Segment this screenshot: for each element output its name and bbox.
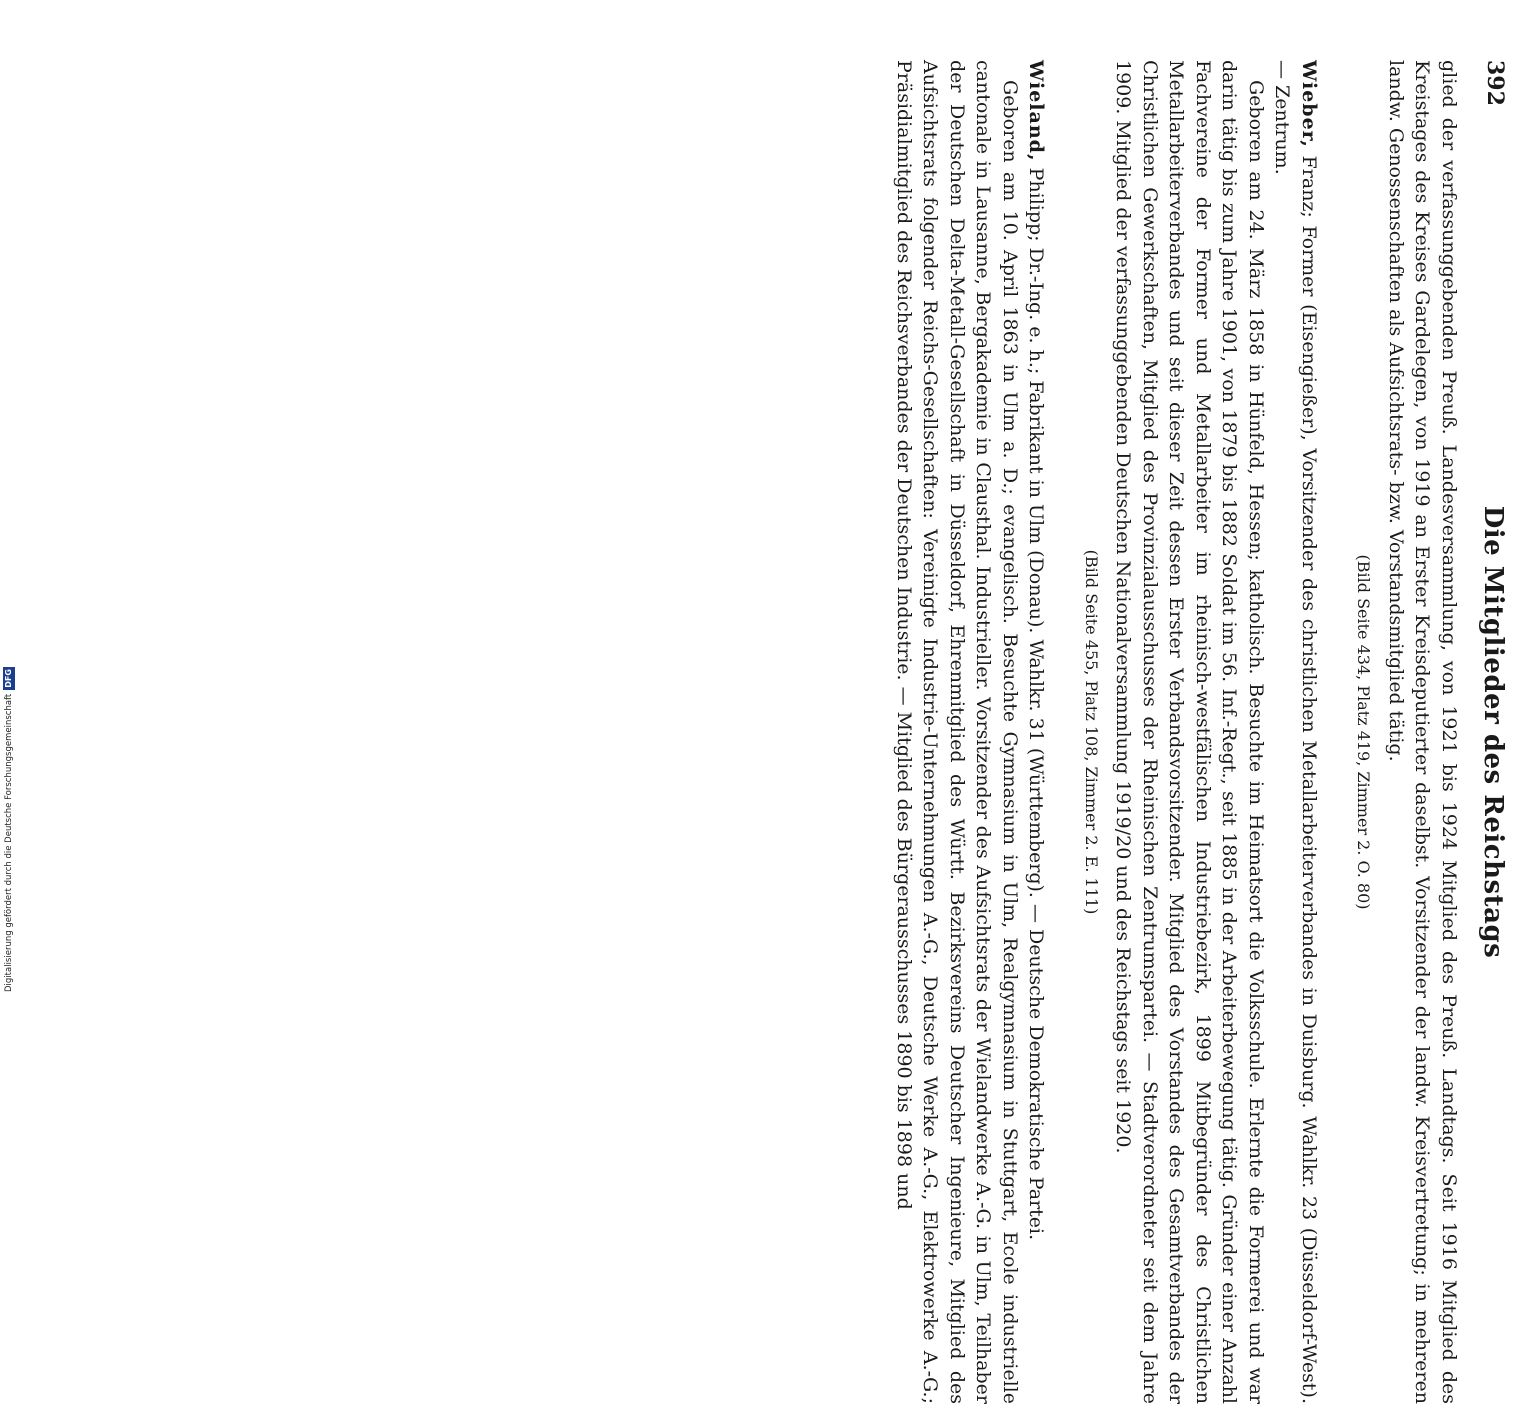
entry-header-text: Franz; Former (Eisengießer), Vorsitzender des christlichen Metallarbeiterverbandes in Duisburg. Wahlkr. 23 (Düsseldorf-West). — Zentrum. xyxy=(1271,60,1320,1404)
running-head xyxy=(1468,60,1508,1404)
entry-body: Geboren am 10. April 1863 in Ulm a. D.; evangelisch. Besuchte Gymnasium in Ulm, Realgymnasium in Stuttgart, Ecole industrielle cantonale in Lausanne, Bergakademie in Clausthal. Industrieller. Vorsitzender des Aufsichtsrats der Wielandwerke A.-G. in Ulm, Teilhaber der Deutschen Delta-Metall-Gesellschaft in Düsseldorf, Ehrenmitglied des Württ. Bezirksvereins Deutscher Ingenieure, Mitglied des Aufsichtsrats folgender Reichs-Gesellschaften: Vereinigte Industrie-Unternehmungen A.-G., Deutsche Werke A.-G., Elektrowerke A.-G.; Präsidialmitglied des Reichsverbandes der Deutschen Industrie. — Mitglied des Bürgerausschusses 1890 bis 1898 und xyxy=(893,60,1021,1404)
page-number: 392 xyxy=(1482,60,1508,106)
running-title: Die Mitglieder des Reichstags xyxy=(1478,505,1508,959)
dfg-logo: DFG xyxy=(4,669,13,688)
text-column xyxy=(891,60,1463,1404)
entry-header xyxy=(1269,60,1322,1404)
entry-body: Geboren am 24. März 1858 in Hünfeld, Hessen; katholisch. Besuchte im Heimatsort die Volksschule. Erlernte die Formerei und war darin tätig bis zum Jahre 1901, von 1879 bis 1882 Soldat im 56. Inf.-Regt., seit 1885 in der Arbeiterbewegung tätig. Gründer einer Anzahl Fachvereine der Former und Metallarbeiter im rheinisch-westfälischen Industriebezirk, 1899 Mitbegründer des Christlichen Metallarbeiterverbandes und seit dieser Zeit dessen Erster Verbandsvorsitzender. Mitglied des Vorstandes des Gesamtverbandes der Christlichen Gewerkschaften, Mitglied des Provinzialausschusses der Rheinischen Zentrumspartei. — Stadtverordneter seit dem Jahre 1909. Mitglied der verfassunggebenden Deutschen Nationalversammlung 1919/20 und des Reichstags seit 1920. xyxy=(1112,60,1267,1404)
entry-image-reference: (Bild Seite 434, Platz 419, Zimmer 2. O. 80) xyxy=(1354,554,1374,910)
entry-name: Wieland, xyxy=(1025,60,1048,162)
digitization-footer xyxy=(2,600,16,992)
digitization-note: Digitalisierung gefördert durch die Deutsche Forschungsgemeinschaft xyxy=(4,693,14,992)
entry-continuation: glied der verfassunggebenden Preuß. Landesversammlung, von 1921 bis 1924 Mitglied des Preuß. Landtags. Seit 1916 Mitglied des Kreistages des Kreises Gardelegen, von 1919 an Erster Kreisdeputierter daselbst. Vorsitzender der landw. Kreisvertretung; in mehreren landw. Genossenschaften als Aufsichtsrats- bzw. Vorstandsmitglied tätig. xyxy=(1385,60,1460,1404)
entry-image-reference: (Bild Seite 455, Platz 108, Zimmer 2. E. 111) xyxy=(1082,549,1101,915)
entry-name: Wieber, xyxy=(1298,60,1320,148)
entry-header xyxy=(1023,60,1050,1404)
entry-header-text: Philipp; Dr.-Ing. e. h.; Fabrikant in Ulm (Donau). Wahlkr. 31 (Württemberg). — Deutsche Demokratische Partei. xyxy=(1025,161,1048,1241)
